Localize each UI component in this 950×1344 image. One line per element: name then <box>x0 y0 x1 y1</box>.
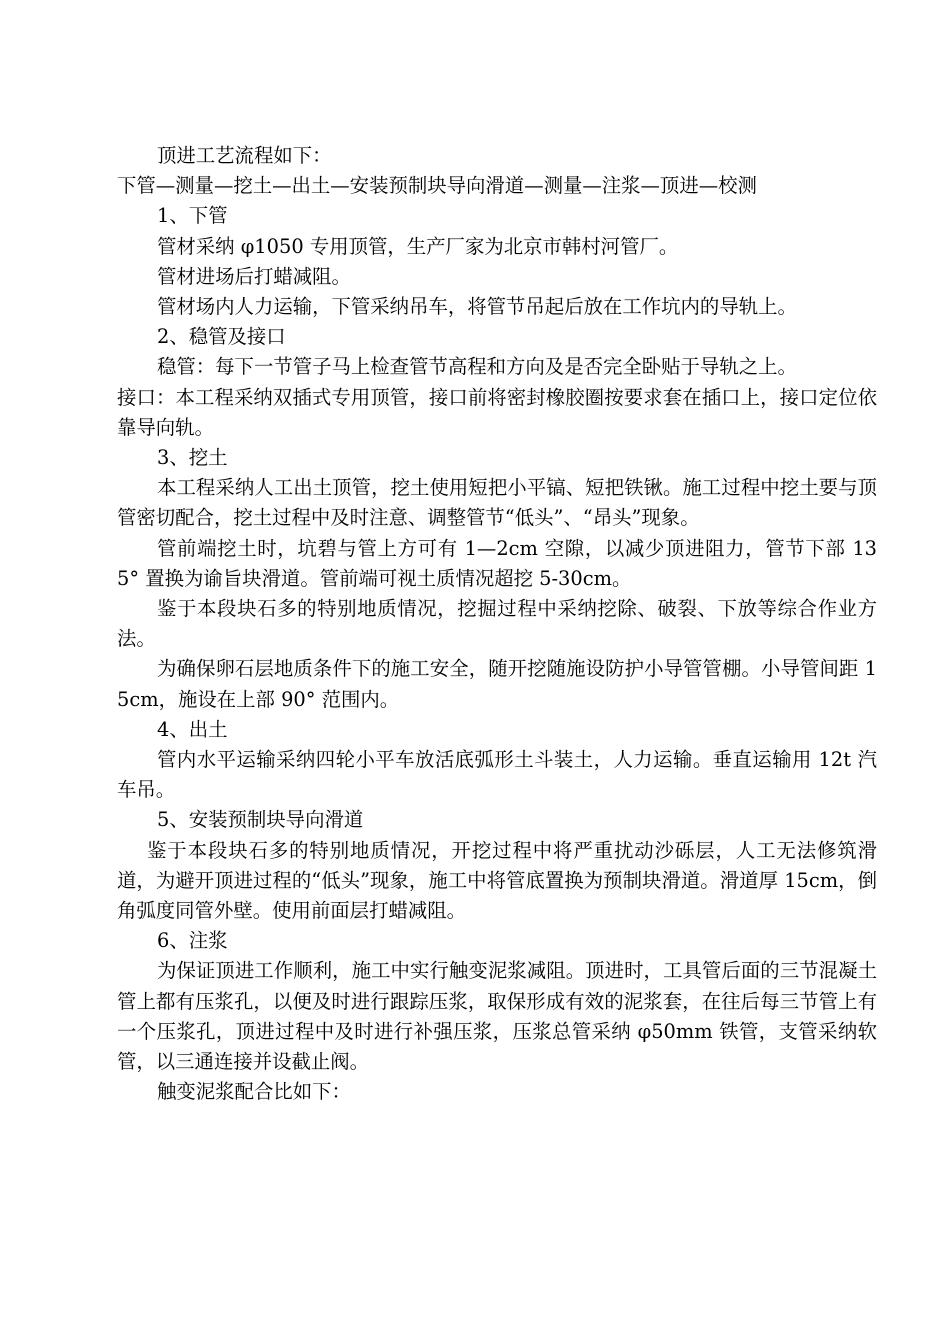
paragraph-front-excavation: 管前端挖土时，坑碧与管上方可有 1—2cm 空隙，以减少顶进阻力，管节下部 135° 置换为谕旨块滑道。管前端可视土质情况超挖 5-30cm。 <box>117 536 877 590</box>
paragraph-joint: 接口：本工程采纳双插式专用顶管，接口前将密封橡胶圈按要求套在插口上，接口定位依靠导向轨。 <box>117 385 877 439</box>
document-body <box>117 141 877 1108</box>
heading-slide-install: 5、安装预制块导向滑道 <box>157 808 364 832</box>
heading-lower-pipe: 1、下管 <box>157 204 228 228</box>
paragraph-process-intro: 顶进工艺流程如下： <box>157 144 332 167</box>
paragraph-pipe-material: 管材采纳 φ1050 专用顶管，生产厂家为北京市韩村河管厂。 <box>157 234 679 258</box>
paragraph-mud-ratio: 触变泥浆配合比如下： <box>157 1080 351 1104</box>
paragraph-rock-method: 鉴于本段块石多的特别地质情况，挖掘过程中采纳挖除、破裂、下放等综合作业方法。 <box>117 597 877 651</box>
paragraph-process-flow: 下管—测量—挖土—出土—安装预制块导向滑道—测量—注浆—顶进—校测 <box>117 174 757 198</box>
paragraph-stabilize: 稳管：每下一节管子马上检查管节高程和方向及是否完全卧贴于导轨之上。 <box>157 355 797 379</box>
paragraph-grouting: 为保证顶进工作顺利，施工中实行触变泥浆减阻。顶进时，工具管后面的三节混凝土管上都有压浆孔，以便及时进行跟踪压浆，取保形成有效的泥浆套，在往后每三节管上有一个压浆孔，顶进过程中及时进行补强压浆，压浆总管采纳 φ50mm 铁管，支管采纳软管，以三通连接并设截止阀。 <box>117 959 877 1074</box>
paragraph-pipe-transport: 管材场内人力运输，下管采纳吊车，将管节吊起后放在工作坑内的导轨上。 <box>157 295 797 319</box>
paragraph-pipe-wax: 管材进场后打蜡减阻。 <box>157 264 351 288</box>
heading-stabilize-joint: 2、稳管及接口 <box>157 325 286 349</box>
paragraph-soil-transport: 管内水平运输采纳四轮小平车放活底弧形土斗装土，人力运输。垂直运输用 12t 汽车吊。 <box>117 748 877 802</box>
paragraph-excavation-method: 本工程采纳人工出土顶管，挖土使用短把小平镐、短把铁锹。施工过程中挖土要与顶管密切配合，挖土过程中及时注意、调整管节“低头”、“昂头”现象。 <box>117 476 877 530</box>
paragraph-safety-canopy: 为确保卵石层地质条件下的施工安全，随开挖随施设防护小导管管棚。小导管间距 15cm，施设在上部 90° 范围内。 <box>117 657 877 711</box>
heading-soil-removal: 4、出土 <box>157 717 228 741</box>
paragraph-slide-install: 鉴于本段块石多的特别地质情况，开挖过程中将严重扰动沙砾层，人工无法修筑滑道，为避开顶进过程的“低头”现象，施工中将管底置换为预制块滑道。滑道厚 15cm，倒角弧度同管外壁。使用前面层打蜡减阻。 <box>117 838 877 923</box>
heading-excavation: 3、挖土 <box>157 446 228 470</box>
heading-grouting: 6、注浆 <box>157 929 228 953</box>
